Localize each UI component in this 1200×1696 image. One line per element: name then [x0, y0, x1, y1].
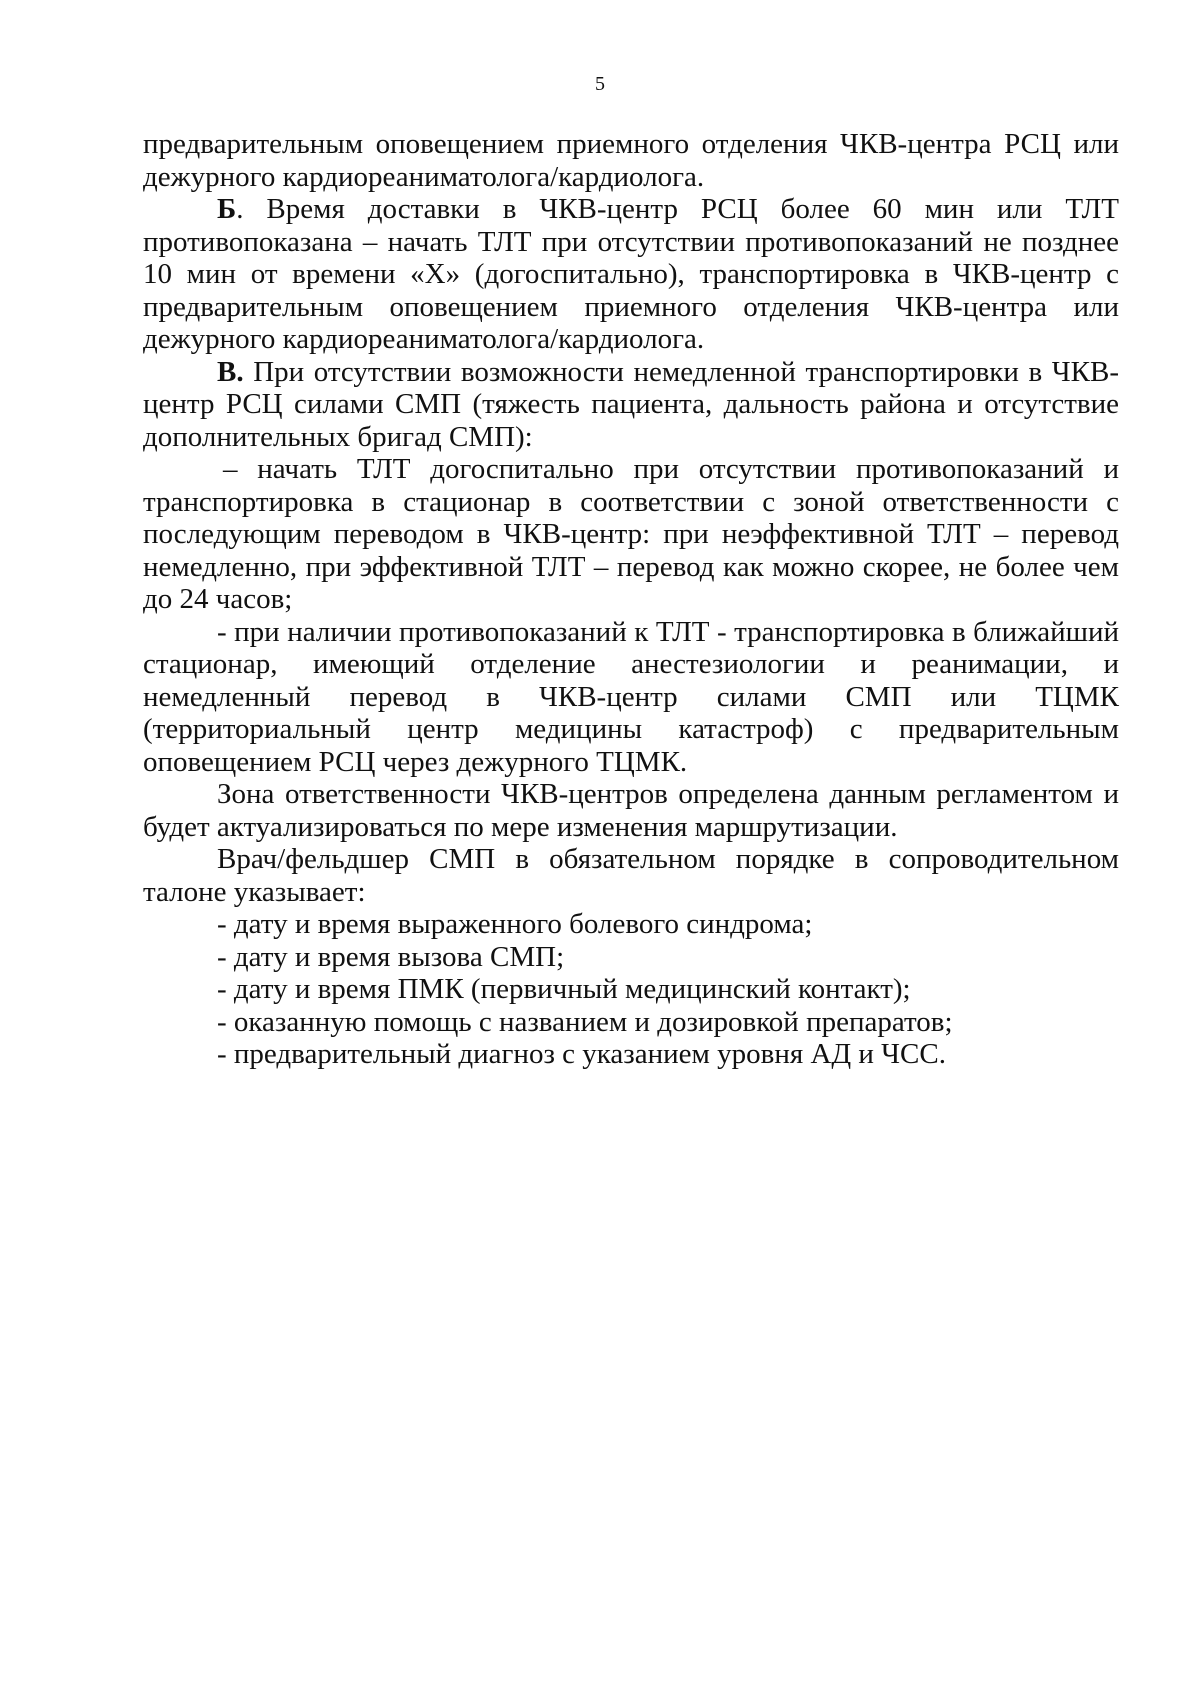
paragraph-text: - при наличии противопоказаний к ТЛТ - транспортировка в ближайший стационар, имеющий отделение анестезиологии и реанимации, и немедленный перевод в ЧКВ-центр силами СМП или ТЦМК (территориальный центр медицины катастроф) с предварительным оповещением РСЦ через дежурного ТЦМК. — [143, 615, 1119, 778]
paragraph-text: Зона ответственности ЧКВ-центров определена данным регламентом и будет актуализироваться по мере изменения маршрутизации. — [143, 778, 1119, 843]
paragraph-responsibility-zone — [143, 778, 1119, 843]
paragraph-contraindications — [143, 616, 1119, 779]
paragraph-tlt-prehospital — [143, 453, 1119, 616]
paragraph-v — [143, 356, 1119, 454]
paragraph-marker-v: В. — [217, 355, 244, 388]
list-item: - предварительный диагноз с указанием уровня АД и ЧСС. — [217, 1038, 946, 1070]
list-item: - дату и время выраженного болевого синдрома; — [217, 908, 813, 940]
paragraph-text: предварительным оповещением приемного отделения ЧКВ-центра РСЦ или дежурного кардиореаниматолога/кардиолога. — [143, 128, 1119, 193]
list-item: - оказанную помощь с названием и дозировкой препаратов; — [217, 1005, 953, 1038]
paragraph-marker-b: Б — [217, 193, 237, 225]
paragraph-continuation — [143, 128, 1119, 193]
list-item: - дату и время вызова СМП; — [217, 940, 565, 973]
paragraph-text: Врач/фельдшер СМП в обязательном порядке в сопроводительном талоне указывает: — [143, 843, 1119, 908]
list-item: - дату и время ПМК (первичный медицинский контакт); — [217, 973, 911, 1005]
paragraph-text: При отсутствии возможности немедленной транспортировки в ЧКВ-центр РСЦ силами СМП (тяжесть пациента, дальность района и отсутствие дополнительных бригад СМП): — [143, 355, 1119, 453]
paragraph-b — [143, 193, 1119, 356]
paragraph-doctor-instructions — [143, 843, 1119, 908]
paragraph-text: – начать ТЛТ догоспитально при отсутствии противопоказаний и транспортировка в стационар в соответствии с зоной ответственности с последующим переводом в ЧКВ-центр: при неэффективной ТЛТ – перевод немедленно, при эффективной ТЛТ – перевод как можно скорее, не более чем до 24 часов; — [143, 453, 1119, 615]
paragraph-text: . Время доставки в ЧКВ-центр РСЦ более 60 мин или ТЛТ противопоказана – начать ТЛТ при отсутствии противопоказаний не позднее 10 мин от времени «Х» (догоспитально), транспортировка в ЧКВ-центр с предварительным оповещением приемного отделения ЧКВ-центра или дежурного кардиореаниматолога/кардиолога. — [143, 193, 1119, 355]
page-number: 5 — [595, 73, 605, 95]
document-body — [143, 128, 1119, 1071]
